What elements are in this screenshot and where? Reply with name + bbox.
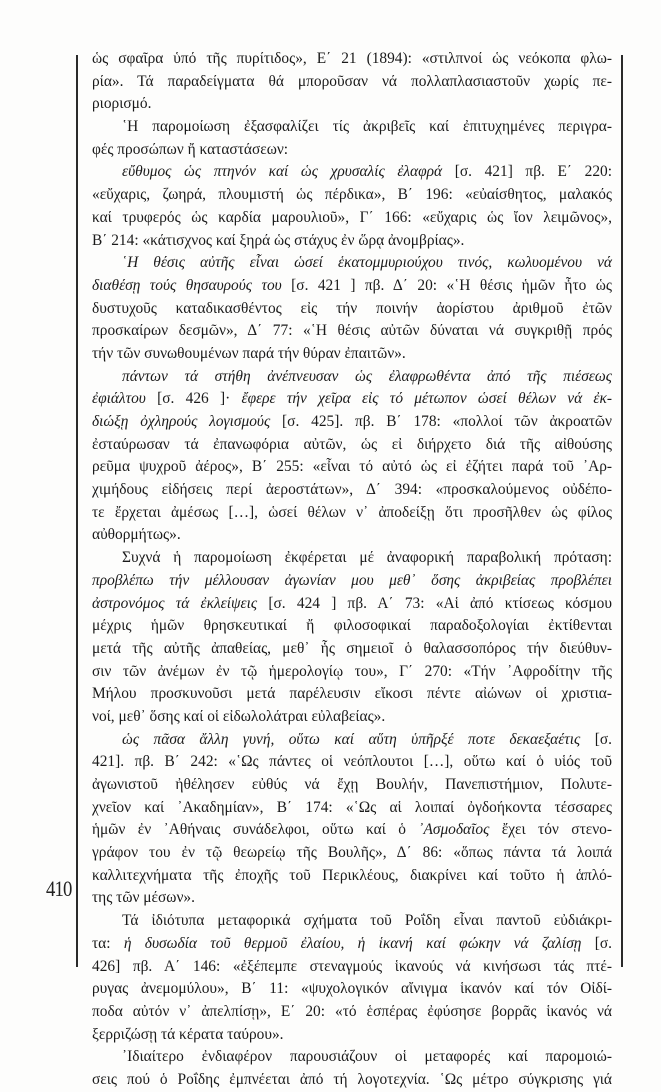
paragraph-start: ῾Η παρομοίωση ἐξασφαλίζει τίς ἀκριβεῖς καί ἐπιτυχημένες περιγρα-: [122, 118, 612, 136]
text-line: ἐσταύρωσαν τά ἐπανωφόρια αὐτῶν, ὡς εἰ διήρχετο διά τῆς αἰθούσης: [92, 435, 612, 453]
citation: [σ. 421] πβ. Ε΄ 220:: [442, 163, 612, 181]
text-line: Β΄ 214: «κάτισχνος καί ξηρά ὡς στάχυς ἐν ὥρᾳ ἀνομβρίας».: [92, 231, 465, 249]
text-line: δυστυχοῦς καταδικασθέντος εἰς τήν ποινήν ἀορίστου ἀριθμοῦ ἐτῶν: [92, 299, 612, 317]
text-line: χνεῖον καί ᾿Ακαδημίαν», Β΄ 174: «῾Ως αἱ λοιπαί ὀγδοήκοντα τέσσαρες: [92, 798, 612, 816]
paragraph-start: ᾿Ιδιαίτερο ἐνδιαφέρον παρουσιάζουν οἱ μεταφορές καί παρομοιώ-: [122, 1048, 612, 1066]
citation: [σ.: [581, 934, 613, 952]
italic-quote: ἡ δυσωδία τοῦ θερμοῦ ἐλαίου, ἡ ἱκανή καί φώκην νά ζαλίσῃ: [123, 934, 582, 952]
text-line: της τῶν μέσων».: [92, 889, 195, 907]
text-line: Μήλου προσκυνοῦσι μετά παρέλευσιν εἴκοσι πέντε αἰώνων οἱ χριστια-: [92, 685, 612, 703]
text-line: τε ἔρχεται ἀμέσως […], ὡσεί θέλων ν᾿ ἀποδείξῃ ὅτι προσῆλθεν ὡς φίλος: [92, 503, 612, 521]
text-line: σιν τῶν ἀνέμων ἐν τῷ ἡμερολογίῳ του», Γ΄ 270: «Τήν ᾿Αφροδίτην τῆς: [92, 662, 612, 680]
quote-line: [92, 388, 612, 411]
quote-line: [92, 570, 612, 593]
citation: [σ. 421 ] πβ. Δ΄ 20: «῾Η θέσις ἡμῶν ἦτο ὡς: [281, 276, 612, 294]
italic-quote: εὔθυμος ὡς πτηνόν καί ὡς χρυσαλίς ἐλαφρά: [122, 163, 443, 181]
italic-quote: διαθέσῃ τούς θησαυρούς του: [92, 276, 282, 294]
text-line: ποδα αὐτόν ν᾿ ἀπελπίσῃ», Ε΄ 20: «τό ἑσπέρας ἐφύσησε βορρᾶς ἱκανός νά: [92, 1002, 612, 1020]
text-line: ρία». Τά παραδείγματα θά μποροῦσαν νά πολλαπλασιαστοῦν χωρίς πε-: [92, 72, 612, 90]
text-line: ἀγωνιστοῦ ἠθέλησεν εὐθύς νά ἔχῃ Βουλήν, Πανεπιστήμιον, Πολυτε-: [92, 776, 612, 793]
italic-title: ᾿Ασμοδαῖος: [418, 821, 490, 839]
quote-line: [92, 161, 612, 184]
text-line: ρεῦμα ψυχροῦ ἀέρος», Β΄ 255: «εἶναι τό αὐτό ὡς εἰ ἐζήτει παρά τοῦ ᾿Αρ-: [92, 458, 612, 476]
text-line: γράφον του ἐν τῷ θεωρείῳ τῆς Βουλῆς», Δ΄ 86: «ὅπως πάντα τά λοιπά: [92, 844, 612, 862]
right-margin-rule: [621, 55, 623, 967]
text-segment: ἡμῶν ἐν ᾿Αθήναις συνάδελφοι, οὕτω καί ὁ: [92, 821, 419, 839]
text-line: 421]. πβ. Β΄ 242: «῾Ως πάντες οἱ νεόπλουτοι […], οὕτω καί ὁ υἱός τοῦ: [92, 753, 612, 771]
quote-line: [92, 366, 612, 389]
italic-quote: ῾Η θέσις αὐτῆς εἶναι ὡσεί ἑκατομμυριούχου τινός, κωλυομένου νά: [122, 254, 612, 272]
quote-line: [92, 275, 612, 298]
text-line: ξερριζώσῃ τά κέρατα ταύρου».: [92, 1025, 284, 1043]
text-line: νοί, μεθ᾿ ὅσης καί οἱ εἰδωλολάτραι εὐλαβείας».: [92, 707, 386, 725]
text-line: ρυγας ἀνεμομύλου», Β΄ 11: «ψυχολογικόν αἴνιγμα ἱκανόν καί τόν Οἰδί-: [92, 980, 612, 998]
text-line: μέχρις ἡμῶν θρησκευτικαί ἤ φιλοσοφικαί παραδοξολογίαι ἐκτίθενται: [92, 617, 612, 635]
paragraph-start: Συχνά ἡ παρομοίωση ἐκφέρεται μέ ἀναφορική παραβολική πρόταση:: [122, 549, 612, 567]
text-line: ριορισμό.: [92, 95, 152, 113]
citation: [σ.: [580, 730, 612, 748]
text-line: φές προσώπων ἤ καταστάσεων:: [92, 140, 289, 158]
left-margin-rule: [76, 55, 78, 967]
text-line: χιμήδους εἰδήσεις περί ἀεροστάτων», Δ΄ 394: «προσκαλούμενος οὐδέπο-: [92, 481, 612, 499]
text-line: [92, 819, 612, 842]
citation: [σ. 424 ] πβ. Α΄ 73: «Αἱ ἀπό κτίσεως κόσμου: [257, 594, 613, 612]
quote-line: [92, 252, 612, 275]
text-line: «εὔχαρις, ζωηρά, πλουμιστή ὡς πέρδικα», Β΄ 196: «εὐαίσθητος, μαλακός: [92, 186, 612, 204]
italic-quote: πάντων τά στήθη ἀνέπνευσαν ὡς ἐλαφρωθέντα ἀπό τῆς πιέσεως: [122, 367, 612, 385]
italic-quote: διώξῃ ὀχληρούς λογισμούς: [92, 413, 271, 430]
italic-quote: ἔφερε τήν χεῖρα εἰς τό μέτωπον ὡσεί θέλων νά ἐκ-: [241, 390, 612, 408]
text-line: προσκαίρων δεσμῶν», Δ΄ 77: «῾Η θέσις αὐτῶν δύναται νά συγκριθῇ πρός: [92, 322, 612, 340]
text-line: καί τρυφερός ὡς καρδία μαρουλιοῦ», Γ΄ 166: «εὔχαρις ὡς ἴον λειμῶνος»,: [92, 208, 612, 226]
text-line: ὡς σφαῖρα ὑπό τῆς πυρίτιδος», Ε΄ 21 (1894): «στιλπνοί ὡς νεόκοπα φλω-: [92, 50, 612, 67]
italic-quote: ὡς πᾶσα ἄλλη γυνή, οὕτω καί αὕτη ὑπῆρξέ ποτε δεκαεξαέτις: [122, 730, 581, 748]
quote-line: [92, 729, 612, 752]
quote-line: [92, 933, 612, 956]
text-line: καλλιτεχνήματα τῆς ἐποχῆς τοῦ Περικλέους, διακρίνει καί τοῦτο ἡ ἁπλό-: [92, 866, 612, 884]
text-line: τήν τῶν συνωθουμένων παρά τήν θύραν ἐπαιτῶν».: [92, 344, 406, 362]
citation: [σ. 425]. πβ. Β΄ 178: «πολλοί τῶν ἀκροατῶν: [270, 413, 612, 430]
text-segment: ἔχει τόν στενο-: [489, 821, 612, 839]
text-line: σεις πού ὁ Ροΐδης ἐμπνέεται ἀπό τή λογοτεχνία. ῾Ως μέτρο σύγκρισης γιά: [92, 1070, 612, 1088]
quote-line: [92, 593, 612, 616]
italic-quote: ἀστρονόμος τά ἐκλείψεις: [92, 594, 258, 612]
italic-quote: προβλέπω τήν μέλλουσαν ἀγωνίαν μου μεθ᾿ ὅσης ἀκριβείας προβλέπει: [92, 571, 612, 589]
page-number: 410: [46, 876, 72, 901]
body-text: [92, 48, 612, 1092]
quote-line: [92, 411, 612, 434]
text-line: αὐθορμήτως».: [92, 526, 181, 544]
italic-quote: ἐφιάλτου: [92, 390, 146, 408]
paragraph-start: Τά ἰδιότυπα μεταφορικά σχήματα τοῦ Ροΐδη εἶναι παντοῦ εὐδιάκρι-: [122, 912, 612, 930]
text-line: 426] πβ. Α΄ 146: «ἐξέπεμπε στεναγμούς ἱκανούς νά κινήσωσι τάς πτέ-: [92, 957, 612, 975]
text-segment: τα:: [92, 934, 124, 952]
citation: [σ. 426 ]·: [145, 390, 242, 408]
text-line: μετά τῆς αὐτῆς ἀπαθείας, μεθ᾿ ἧς σημειοῖ ὁ θαλασσοπόρος τήν διεύθυν-: [92, 639, 612, 657]
